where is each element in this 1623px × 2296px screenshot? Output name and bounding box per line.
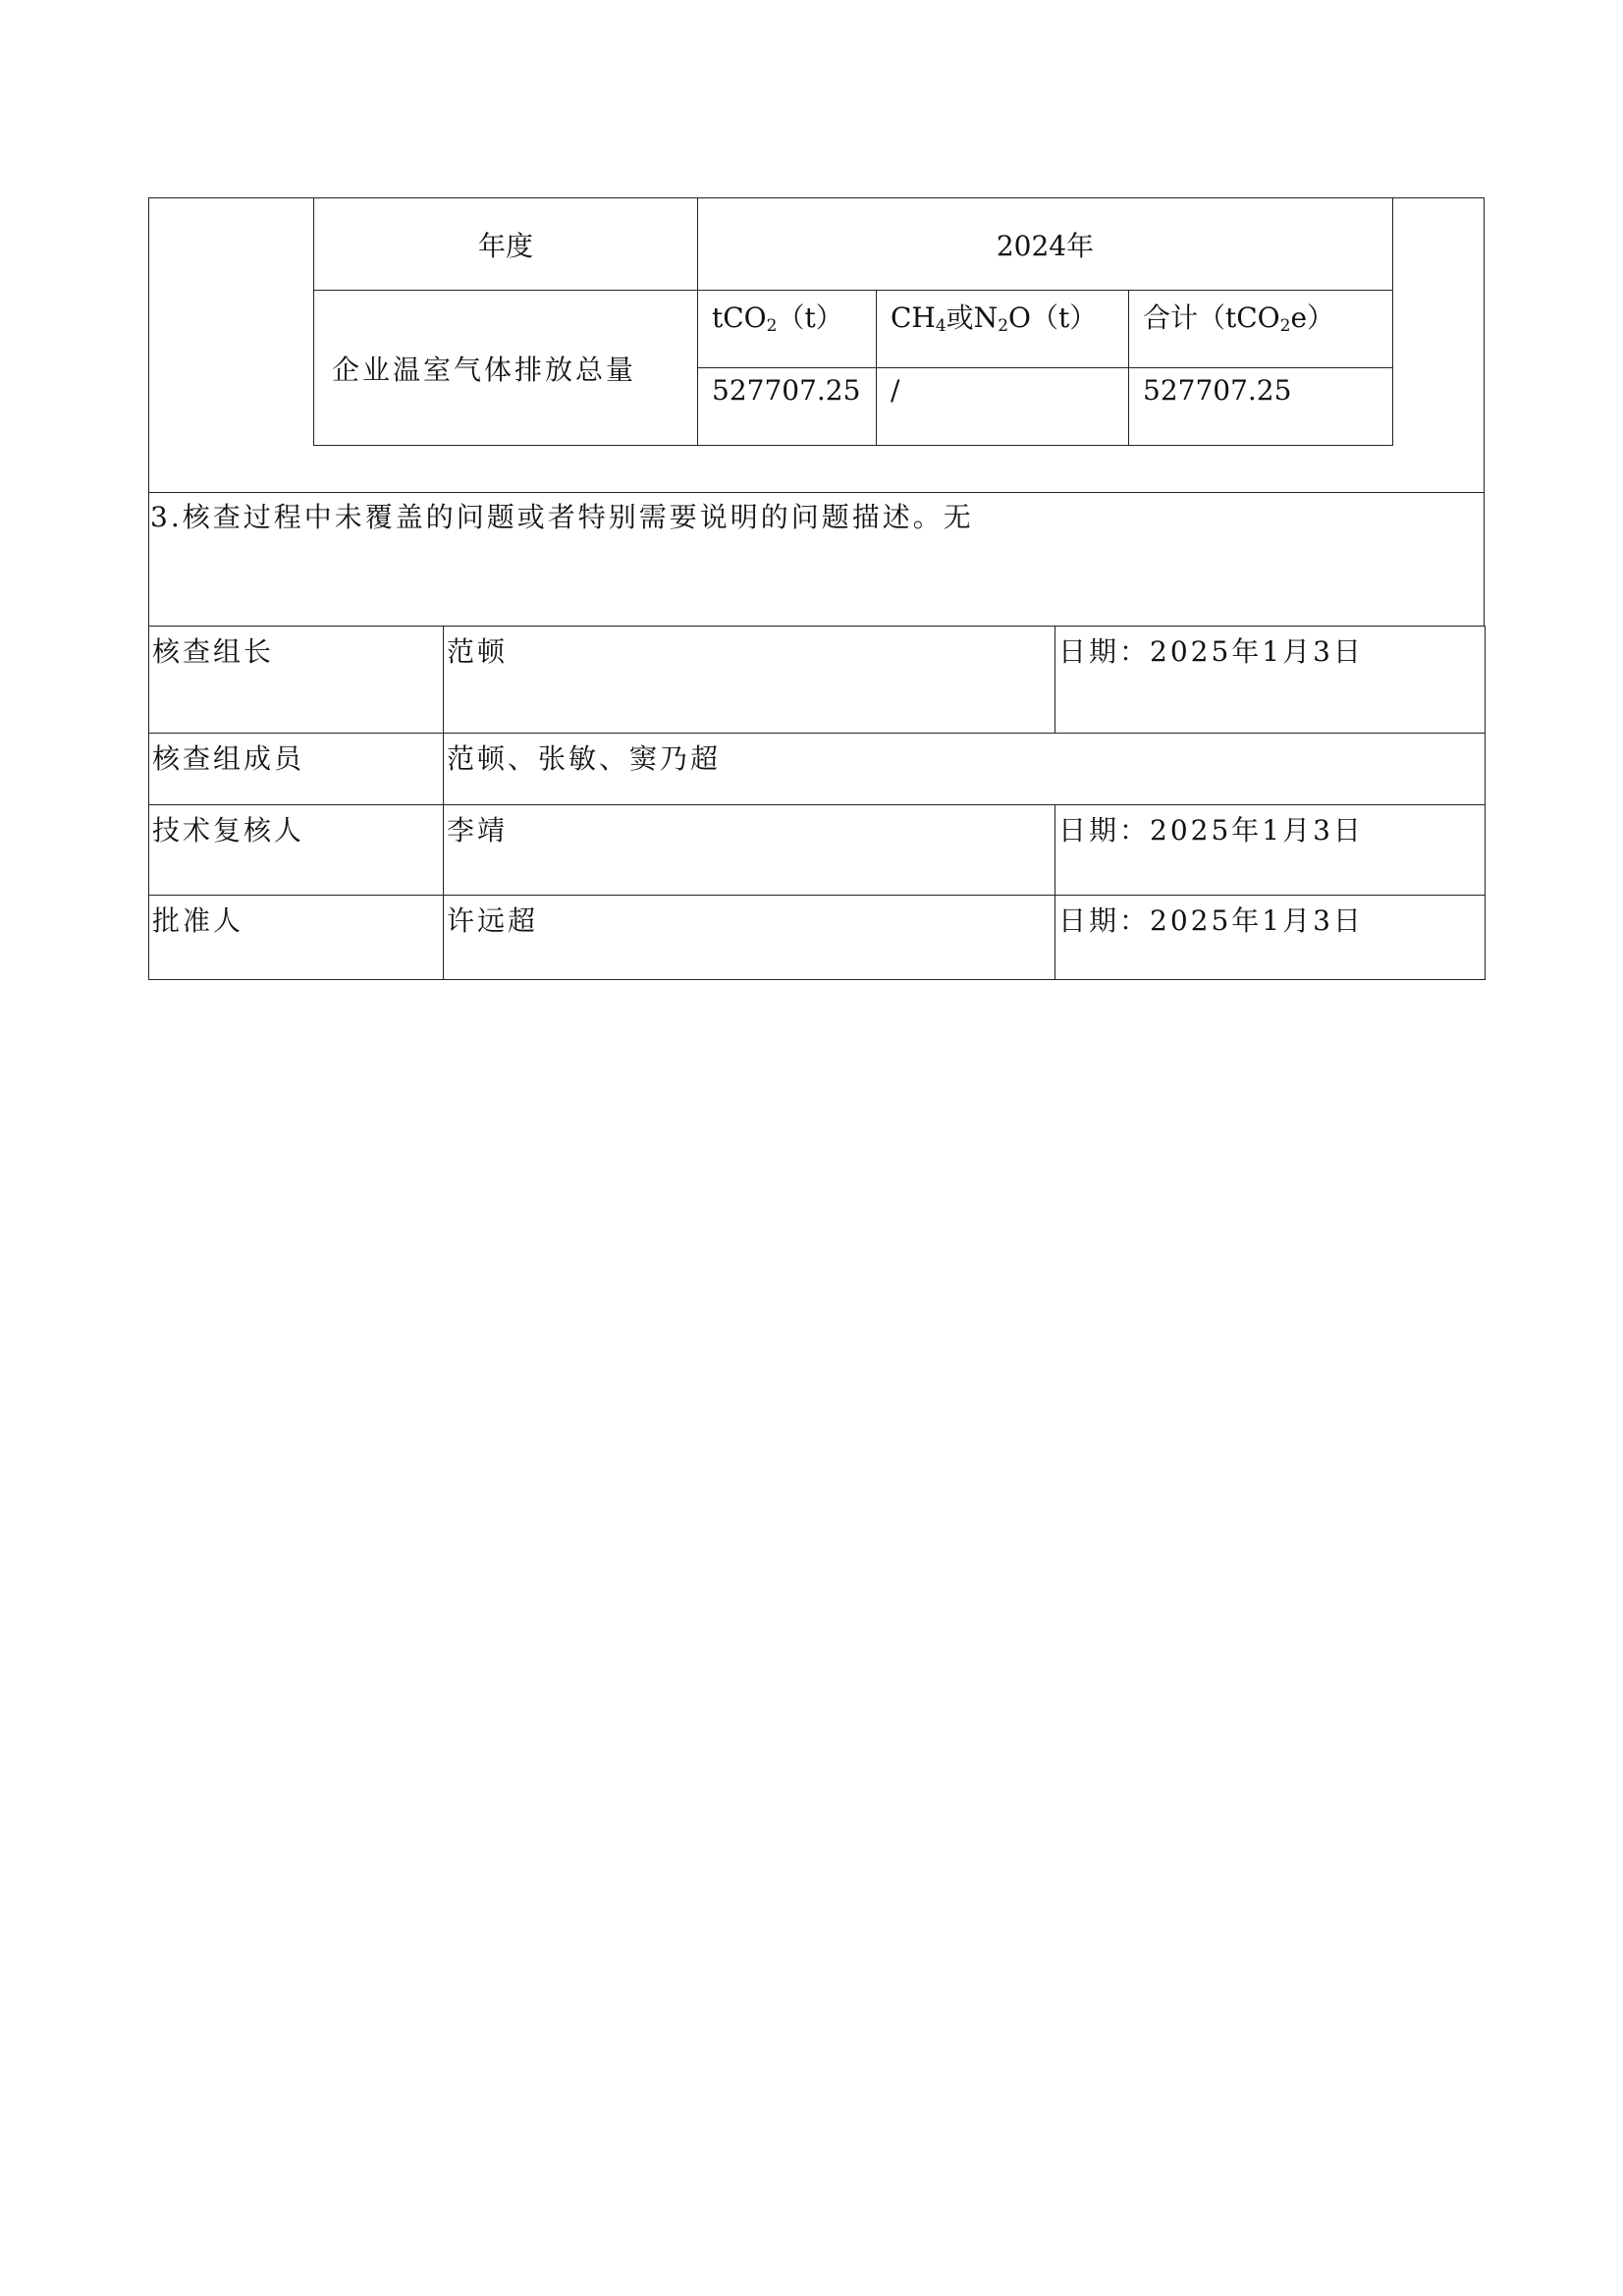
header-tco2: [698, 291, 877, 368]
value-total: 527707.25: [1129, 368, 1393, 446]
value-ch4-n2o: /: [877, 368, 1129, 446]
name-members: 范顿、张敏、窦乃超: [444, 734, 1486, 805]
signoff-row-reviewer: [149, 805, 1486, 896]
role-approver: 批准人: [149, 896, 444, 980]
header-total-prefix: 合计（tCO: [1143, 301, 1280, 334]
date-reviewer: 日期：2025年1月3日: [1055, 805, 1486, 896]
signoff-row-members: [149, 734, 1486, 805]
signoff-row-approver: [149, 896, 1486, 980]
year-label-cell: [314, 198, 698, 291]
header-tco2-sub: 2: [766, 316, 778, 336]
header-ch4-sub: 4: [935, 316, 947, 336]
header-total: [1129, 291, 1393, 368]
name-reviewer: 李靖: [444, 805, 1055, 896]
section3-text: 3.核查过程中未覆盖的问题或者特别需要说明的问题描述。无: [150, 501, 974, 533]
value-tco2: 527707.25: [698, 368, 877, 446]
header-ch4-n2o: [877, 291, 1129, 368]
header-total-suffix: e）: [1290, 301, 1335, 334]
year-value: 2024年: [996, 229, 1095, 262]
header-n2o-suffix: O（t）: [1008, 301, 1098, 334]
header-n2o-sub: 2: [998, 316, 1009, 336]
signoff-row-lead: [149, 627, 1486, 734]
year-label: 年度: [477, 229, 533, 262]
header-tco2-prefix: tCO: [712, 301, 767, 334]
header-ch4-mid: 或N: [946, 301, 999, 334]
name-approver: 许远超: [444, 896, 1055, 980]
date-approver: 日期：2025年1月3日: [1055, 896, 1486, 980]
header-total-sub: 2: [1279, 316, 1291, 336]
date-lead: 日期：2025年1月3日: [1055, 627, 1486, 734]
role-members: 核查组成员: [149, 734, 444, 805]
header-tco2-suffix: （t）: [777, 301, 843, 334]
role-lead: 核查组长: [149, 627, 444, 734]
emissions-table: [313, 197, 1393, 446]
role-reviewer: 技术复核人: [149, 805, 444, 896]
header-ch4-prefix: CH: [891, 301, 936, 334]
year-value-cell: [698, 198, 1393, 291]
name-lead: 范顿: [444, 627, 1055, 734]
signoff-table: [148, 626, 1486, 980]
emissions-row-label-cell: [314, 291, 698, 446]
emissions-row-label: 企业温室气体排放总量: [332, 353, 637, 386]
